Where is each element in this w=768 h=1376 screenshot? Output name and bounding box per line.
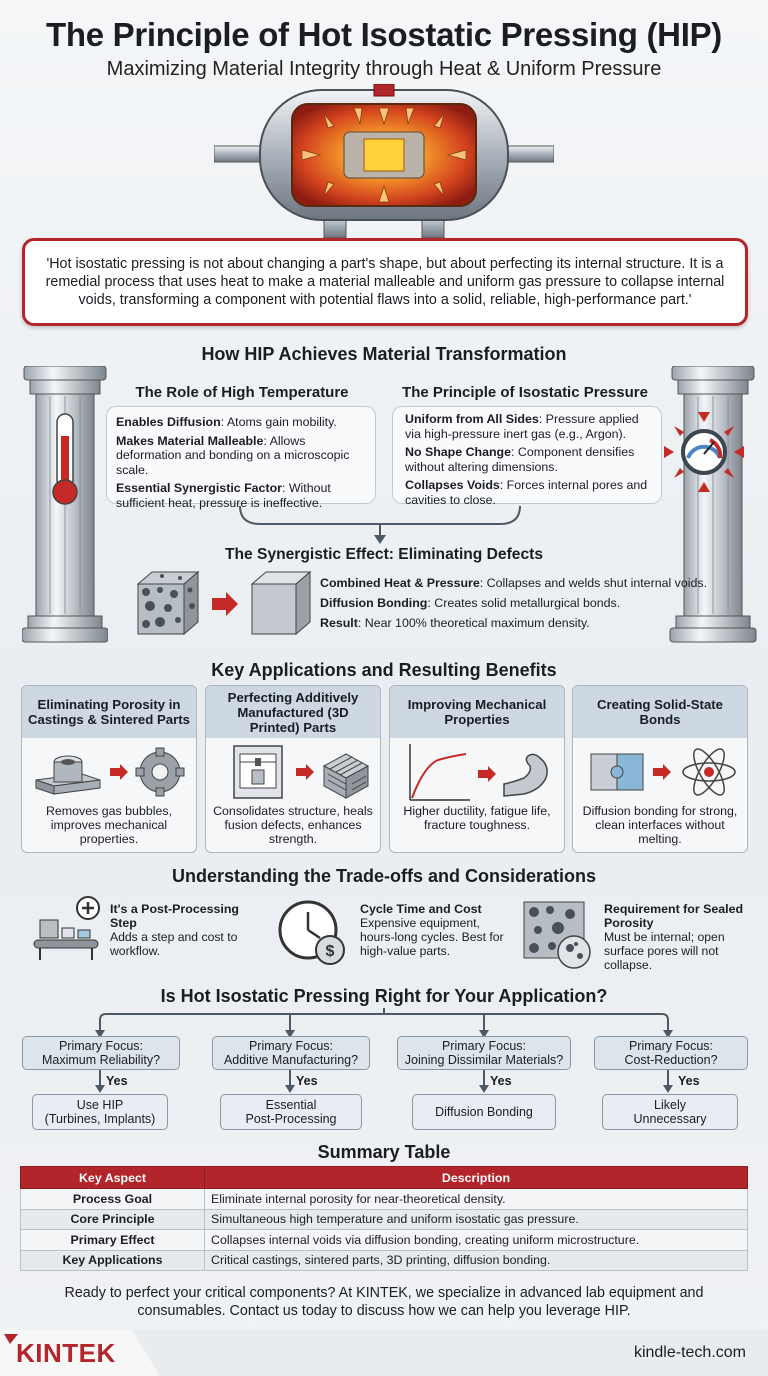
table-row <box>21 1230 748 1251</box>
printer-lattice-icon <box>206 740 381 804</box>
hip-vessel-illustration <box>214 84 554 240</box>
yes-label-3: Yes <box>490 1074 512 1088</box>
temperature-pillar-illustration <box>22 366 108 644</box>
pressure-item-2: No Shape Change: Component densifies without altering dimensions. <box>405 445 635 474</box>
temperature-item-2: Makes Material Malleable: Allows deformation and bonding on a microscopic scale. <box>116 433 350 477</box>
table-row <box>21 1189 748 1210</box>
outcome-text: Diffusion Bonding <box>435 1105 533 1119</box>
outcome-box-unnecessary <box>602 1094 738 1130</box>
tradeoff-desc: Adds a step and cost to workflow. <box>110 930 238 958</box>
puzzle-atom-icon <box>573 740 748 804</box>
application-desc: Diffusion bonding for strong, clean interfaces without melting. <box>582 804 738 846</box>
call-to-action: Ready to perfect your critical components? At KINTEK, we specialize in advanced lab equipment and consumables. Contact us today to discuss how we can help you leverage HIP. <box>64 1285 704 1319</box>
application-card-additive <box>205 685 381 853</box>
quote-box <box>22 238 748 326</box>
application-title: Improving Mechanical Properties <box>390 686 564 738</box>
stress-curve-muscle-icon <box>390 740 565 804</box>
application-desc: Consolidates structure, heals fusion defects, enhances strength. <box>213 804 373 846</box>
page-subtitle: Maximizing Material Integrity through Heat & Uniform Pressure <box>106 58 662 80</box>
tradeoff-title: It's a Post-Processing Step <box>110 902 239 930</box>
outcome-detail: Unnecessary <box>633 1112 707 1126</box>
focus-label: Primary Focus: <box>628 1039 714 1053</box>
page-title: The Principle of Hot Isostatic Pressing (HIP) <box>46 16 722 53</box>
quote-text: 'Hot isostatic pressing is not about changing a part's shape, but about perfecting its internal structure. It is a remedial process that uses heat to make a material malleable and uniform gas pressure to collapse internal voids, transforming a component with potential flaws into a solid, reliable, high-performance part.' <box>45 256 725 308</box>
focus-label: Primary Focus: <box>58 1039 144 1053</box>
synergy-item-1: Combined Heat & Pressure: Collapses and welds shut internal voids. <box>320 576 708 590</box>
summary-table <box>20 1166 748 1271</box>
focus-text: Cost-Reduction? <box>624 1053 718 1067</box>
focus-label: Primary Focus: <box>441 1039 527 1053</box>
aspect-cell: Primary Effect <box>21 1230 205 1251</box>
summary-heading: Summary Table <box>317 1142 451 1162</box>
pressure-item-1: Uniform from All Sides: Pressure applied via high-pressure inert gas (e.g., Argon). <box>405 412 639 441</box>
website-link[interactable]: kindle-tech.com <box>633 1344 746 1361</box>
tradeoff-item-1 <box>110 902 260 958</box>
outcome-text: Use HIP <box>76 1098 124 1112</box>
description-cell: Simultaneous high temperature and uniform isostatic gas pressure. <box>205 1209 748 1230</box>
description-cell: Collapses internal voids via diffusion bonding, creating uniform microstructure. <box>205 1230 748 1251</box>
decision-box-cost <box>594 1036 748 1070</box>
application-desc: Removes gas bubbles, improves mechanical properties. <box>45 804 173 846</box>
column-header-aspect: Key Aspect <box>21 1167 205 1189</box>
summary-header-row <box>21 1167 748 1189</box>
decision-box-additive <box>212 1036 370 1070</box>
yes-label-1: Yes <box>106 1074 128 1088</box>
application-title: Eliminating Porosity in Castings & Sintered Parts <box>22 686 196 738</box>
outcome-detail: (Turbines, Implants) <box>44 1112 156 1126</box>
tradeoff-desc: Must be internal; open surface pores will not collapse. <box>604 930 725 972</box>
tradeoff-title: Requirement for Sealed Porosity <box>604 902 744 930</box>
tradeoff-title: Cycle Time and Cost <box>360 902 482 916</box>
application-card-bonds <box>572 685 748 853</box>
aspect-cell: Key Applications <box>21 1250 205 1271</box>
yes-label-2: Yes <box>296 1074 318 1088</box>
synergy-title: The Synergistic Effect: Eliminating Defects <box>224 546 543 563</box>
tradeoff-item-2 <box>360 902 510 958</box>
application-title: Perfecting Additively Manufactured (3D Printed) Parts <box>206 686 380 738</box>
footer <box>0 1330 768 1376</box>
casting-gear-icon <box>22 740 197 804</box>
application-card-castings <box>21 685 197 853</box>
svg-text:$: $ <box>325 943 335 960</box>
focus-text: Additive Manufacturing? <box>223 1053 359 1067</box>
table-row <box>21 1250 748 1271</box>
temperature-item-3: Essential Synergistic Factor: Without sufficient heat, pressure is ineffective. <box>116 481 331 510</box>
focus-label: Primary Focus: <box>248 1039 334 1053</box>
outcome-text: Essential <box>265 1098 317 1112</box>
aspect-cell: Core Principle <box>21 1209 205 1230</box>
porous-to-solid-illustration <box>132 570 312 640</box>
focus-text: Maximum Reliability? <box>41 1053 161 1067</box>
tradeoff-desc: Expensive equipment, hours-long cycles. Best for high-value parts. <box>360 916 504 958</box>
pressure-title: The Principle of Isostatic Pressure <box>402 384 648 401</box>
outcome-box-use-hip <box>32 1094 168 1130</box>
decision-heading: Is Hot Isostatic Pressing Right for Your Application? <box>160 986 608 1006</box>
application-title: Creating Solid-State Bonds <box>573 686 747 738</box>
synergy-list <box>320 576 720 635</box>
decision-box-joining <box>397 1036 571 1070</box>
tradeoffs-heading: Understanding the Trade-offs and Considerations <box>171 866 597 886</box>
aspect-cell: Process Goal <box>21 1189 205 1210</box>
clock-cost-icon <box>276 898 356 968</box>
applications-heading: Key Applications and Resulting Benefits <box>211 660 557 680</box>
yes-label-4: Yes <box>678 1074 700 1088</box>
description-cell: Critical castings, sintered parts, 3D printing, diffusion bonding. <box>205 1250 748 1271</box>
description-cell: Eliminate internal porosity for near-theoretical density. <box>205 1189 748 1210</box>
pressure-item-3: Collapses Voids: Forces internal pores and cavities to close. <box>405 478 648 507</box>
application-card-mechanical <box>389 685 565 853</box>
synergy-item-3: Result: Near 100% theoretical maximum density. <box>320 616 590 630</box>
table-row <box>21 1209 748 1230</box>
pressure-panel <box>392 406 662 507</box>
column-header-description: Description <box>205 1167 748 1189</box>
application-desc: Higher ductility, fatigue life, fracture toughness. <box>403 804 551 832</box>
outcome-box-diffusion-bonding <box>412 1094 556 1130</box>
focus-text: Joining Dissimilar Materials? <box>404 1053 564 1067</box>
tradeoff-item-3 <box>604 902 754 972</box>
kintek-logo: KINTEK <box>16 1338 116 1368</box>
decision-box-reliability <box>22 1036 180 1070</box>
temperature-panel <box>106 406 376 510</box>
outcome-detail: Post-Processing <box>245 1112 337 1126</box>
transformation-heading: How HIP Achieves Material Transformation <box>201 344 567 364</box>
outcome-box-post-processing <box>220 1094 362 1130</box>
outcome-text: Likely <box>654 1098 686 1112</box>
synergy-connector <box>230 504 530 544</box>
temperature-title: The Role of High Temperature <box>135 384 349 401</box>
porosity-icon <box>520 898 596 970</box>
conveyor-icon <box>30 894 104 966</box>
temperature-item-1: Enables Diffusion: Atoms gain mobility. <box>116 415 337 429</box>
synergy-item-2: Diffusion Bonding: Creates solid metallurgical bonds. <box>320 596 621 610</box>
